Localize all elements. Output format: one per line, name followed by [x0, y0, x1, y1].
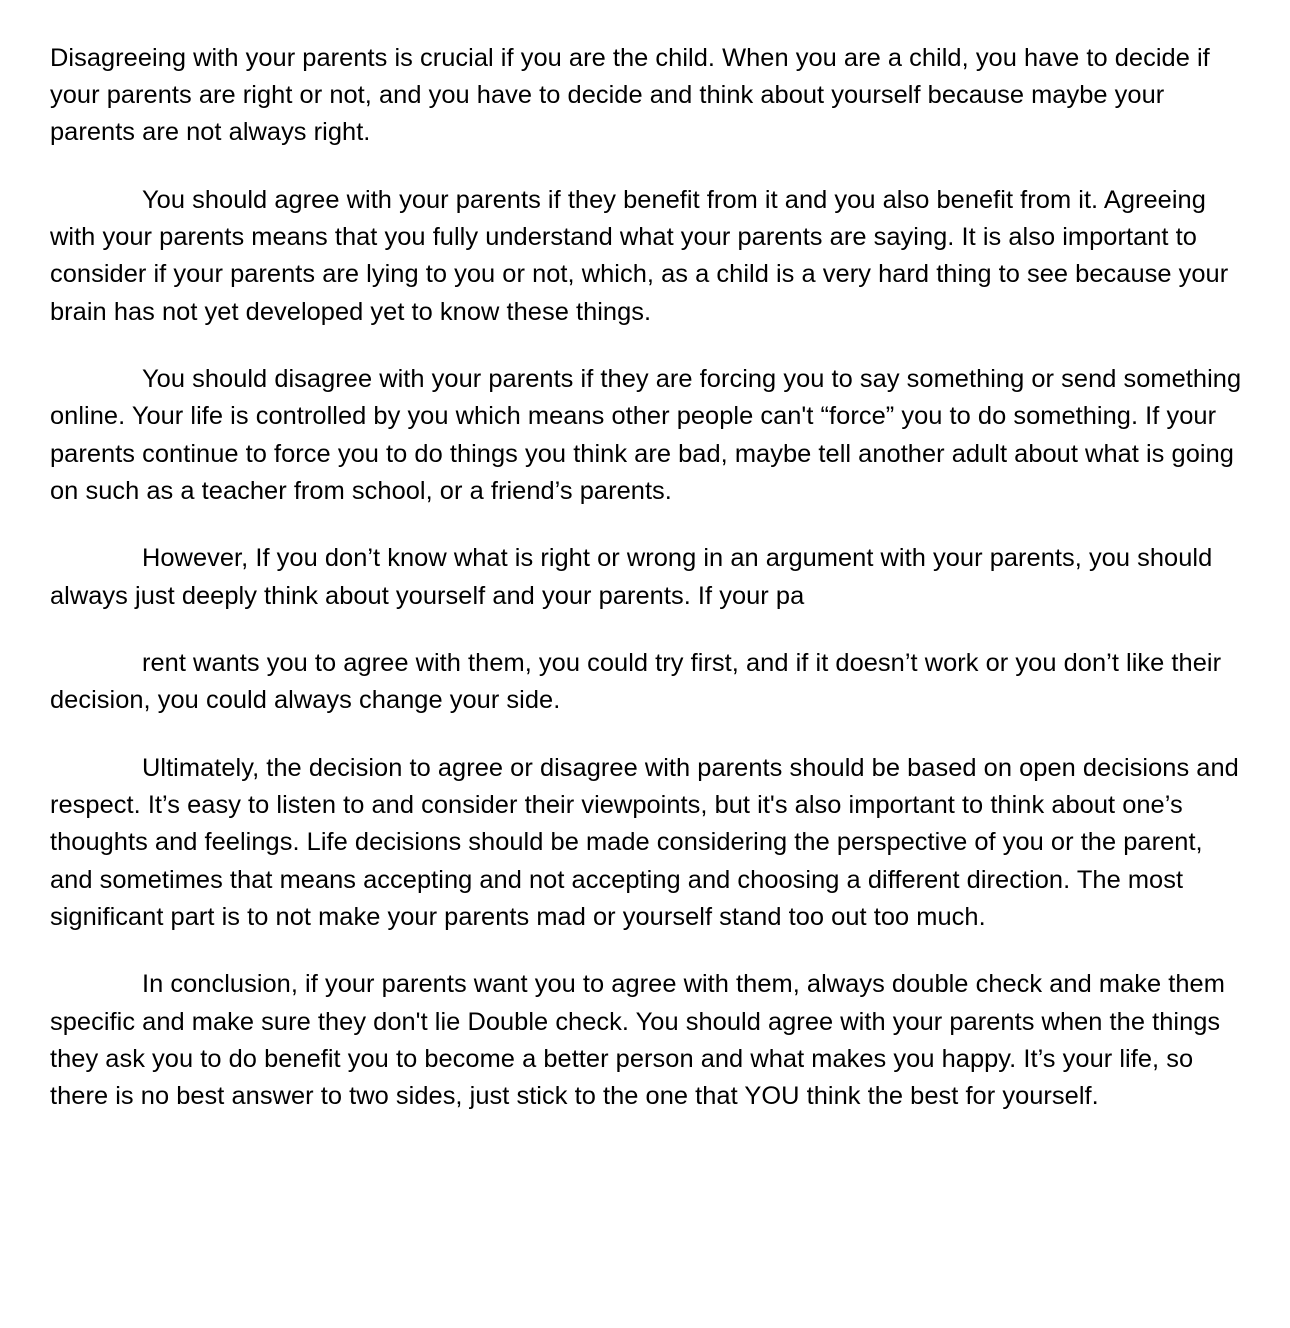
- paragraph-intro: Disagreeing with your parents is crucial if you are the child. When you are a child, you have to decide if your parents are right or not, and you have to decide and think about yourself because maybe your parents are not always right.: [50, 44, 1210, 147]
- paragraph-however: However, If you don’t know what is right or wrong in an argument with your parents, you should always just deeply think about yourself and your parents. If your pa: [50, 544, 1213, 610]
- paragraph-disagree: You should disagree with your parents if they are forcing you to say something or send something online. Your life is controlled by you which means other people can't “force” you to do something. If your parents continue to force you to do things you think are bad, maybe tell another adult about what is going on such as a teacher from school, or a friend’s parents.: [50, 365, 1242, 505]
- paragraph-conclusion: In conclusion, if your parents want you to agree with them, always double check and make them specific and make sure they don't lie Double check. You should agree with your parents when the things they ask you to do benefit you to become a better person and what makes you happy. It’s your life, so there is no best answer to two sides, just stick to the one that YOU think the best for yourself.: [50, 970, 1225, 1111]
- document-body: [50, 40, 1250, 1146]
- paragraph-agree: You should agree with your parents if they benefit from it and you also benefit from it. Agreeing with your parents means that you fully understand what your parents are saying. It is also important to consider if your parents are lying to you or not, which, as a child is a very hard thing to see because your brain has not yet developed yet to know these things.: [50, 186, 1229, 326]
- paragraph-ultimately: Ultimately, the decision to agree or disagree with parents should be based on open decisions and respect. It’s easy to listen to and consider their viewpoints, but it's also important to think about one’s thoughts and feelings. Life decisions should be made considering the perspective of you or the parent, and sometimes that means accepting and not accepting and choosing a different direction. The most significant part is to not make your parents mad or yourself stand too out too much.: [50, 754, 1239, 931]
- paragraph-continuation: rent wants you to agree with them, you could try first, and if it doesn’t work or you don’t like their decision, you could always change your side.: [50, 649, 1222, 715]
